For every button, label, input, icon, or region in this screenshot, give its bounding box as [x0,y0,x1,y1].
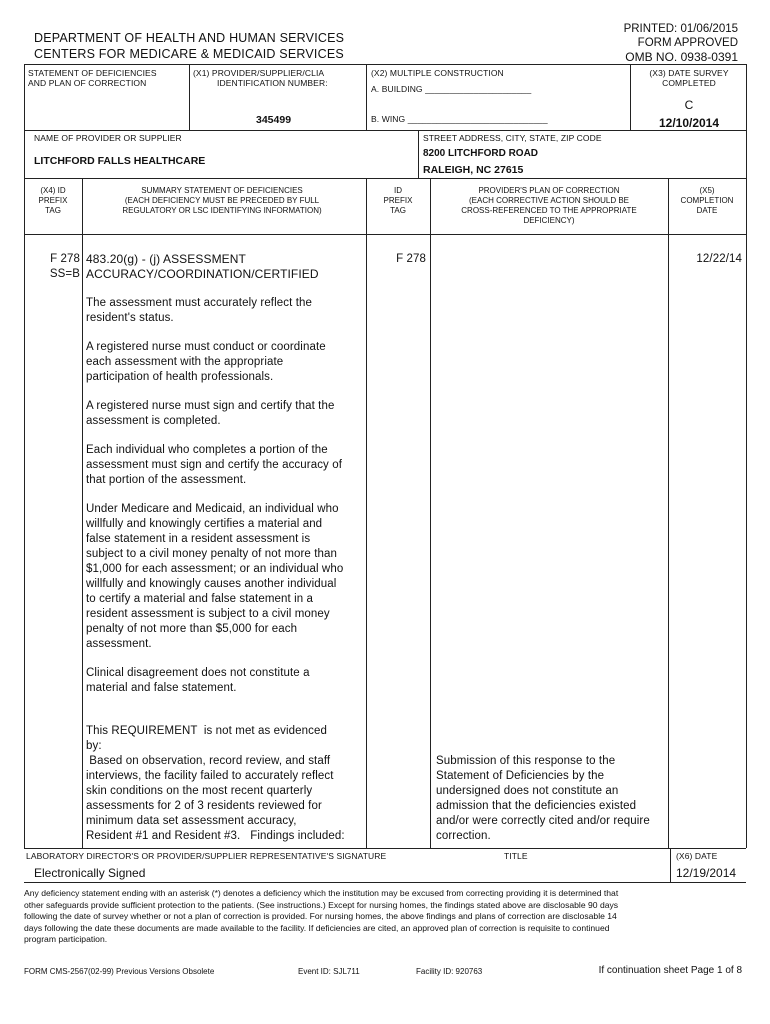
col-line-2 [366,178,367,848]
signature-bottom [24,882,746,883]
deficiency-paragraph: A registered nurse must sign and certify that the assessment is completed. [86,400,335,427]
x5-header: (X5) COMPLETION DATE [680,186,734,215]
survey-code: C [684,98,694,112]
statement-label: STATEMENT OF DEFICIENCIES AND PLAN OF CORRECTION [28,68,157,88]
deficiency-paragraph: A registered nurse must conduct or coordinate each assessment with the appropriate participation of health professionals. [86,341,326,383]
completion-date: 12/22/14 [696,253,742,265]
id-header: ID PREFIX TAG [383,186,413,215]
deficiency-findings: This REQUIREMENT is not met as evidenced by: Based on observation, record review, and staff interviews, the facility failed to accurately reflect skin conditions on the most recent quarterly assessments for 2 of 3 residents reviewed for minimum data set assessment accuracy, Resident #1 and Resident #3. Findings included: [86,725,345,842]
deficiency-tag: F 278 SS=B [49,253,80,280]
form-approved: FORM APPROVED [637,37,738,49]
b-wing: B. WING _____________________________ [371,114,548,124]
plan-of-correction: Submission of this response to the Statement of Deficiencies by the undersigned does not constitute an admission that the deficiencies existed and/or were correctly cited and/or require correction. [436,755,650,842]
divider-address [418,130,419,178]
divider-x2 [366,64,367,130]
deficiency-paragraph: The assessment must accurately reflect the resident's status. [86,297,312,324]
deficiency-paragraph: Each individual who completes a portion of the assessment must sign and certify the accuracy of that portion of the assessment. [86,444,342,486]
signature-label: LABORATORY DIRECTOR'S OR PROVIDER/SUPPLIER REPRESENTATIVE'S SIGNATURE [26,851,387,861]
disclosure-footnote: Any deficiency statement ending with an asterisk (*) denotes a deficiency which the institution may be excused from correcting providing it is determined that other safeguards provide sufficient protection to the patients. (See instructions.) Except for nursing homes, the findings stated above are disclosable 90 days following the date of survey whether or not a plan of correction is provided. For nursing homes, the above findings and plans of correction are disclosable 14 days following the date these documents are made available to the facility. If deficiencies are cited, an approved plan of correction is requisite to continued program participation. [24,888,619,944]
provider-label: NAME OF PROVIDER OR SUPPLIER [34,133,182,143]
x4-header: (X4) ID PREFIX TAG [38,186,68,215]
address-line-1: 8200 LITCHFORD ROAD [423,148,539,159]
col-line-3 [430,178,431,848]
x6-date-label: (X6) DATE [676,851,718,861]
x3-label: (X3) DATE SURVEY COMPLETED [649,68,729,88]
plan-tag: F 278 [396,253,426,265]
facility-id: Facility ID: 920763 [416,967,483,976]
col-line-4 [668,178,669,848]
plan-header: PROVIDER'S PLAN OF CORRECTION (EACH CORRECTIVE ACTION SHOULD BE CROSS-REFERENCED TO THE APPROPRIATE DEFICIENCY) [461,186,637,225]
print-info [624,22,738,64]
deficiency-summary [86,296,364,858]
a-building: A. BUILDING ______________________ [371,84,532,94]
signature-date: 12/19/2014 [676,866,737,880]
form-number: FORM CMS-2567(02-99) Previous Versions Obsolete [24,967,215,976]
agency-header [34,30,344,62]
agency-name: CENTERS FOR MEDICARE & MEDICAID SERVICES [34,47,344,61]
page-indicator: If continuation sheet Page 1 of 8 [598,965,742,976]
col-line-0 [24,178,25,848]
deficiency-title: 483.20(g) - (j) ASSESSMENT ACCURACY/COORDINATION/CERTIFIED [86,252,319,281]
x1-label: (X1) PROVIDER/SUPPLIER/CLIA IDENTIFICATION NUMBER: [193,68,328,88]
provider-id-value: 345499 [256,114,292,126]
address-label: STREET ADDRESS, CITY, STATE, ZIP CODE [423,133,602,143]
signature-divider [24,848,746,849]
divider-x1 [189,64,190,130]
address-line-2: RALEIGH, NC 27615 [423,164,524,176]
omb-number: OMB NO. 0938-0391 [625,50,738,64]
signature-date-divider [670,848,671,882]
summary-header: SUMMARY STATEMENT OF DEFICIENCIES (EACH DEFICIENCY MUST BE PRECEDED BY FULL REGULATORY OR LSC IDENTIFYING INFORMATION) [122,186,322,215]
title-label: TITLE [504,851,528,861]
department-name: DEPARTMENT OF HEALTH AND HUMAN SERVICES [34,31,345,45]
deficiency-paragraph: Clinical disagreement does not constitute a material and false statement. [86,667,310,694]
event-id: Event ID: SJL711 [298,967,360,976]
survey-date: 12/10/2014 [658,116,720,130]
col-line-5 [746,178,747,848]
x2-label: (X2) MULTIPLE CONSTRUCTION [371,68,504,78]
row-divider-3 [24,234,746,235]
row-divider-1 [24,130,746,131]
printed-date: PRINTED: 01/06/2015 [623,23,738,35]
provider-name: LITCHFORD FALLS HEALTHCARE [34,155,206,167]
deficiency-paragraph: Under Medicare and Medicaid, an individual who willfully and knowingly certifies a material and false statement in a resident assessment is subject to a civil money penalty of not more than $1,000 for each assessment; or an individual who willfully and knowingly causes another individual to certify a material and false statement in a resident assessment is subject to a civil money penalty of not more than $5,000 for each assessment. [86,503,344,650]
signature-value: Electronically Signed [34,866,146,880]
form-top-border [24,64,746,65]
divider-x3 [630,64,631,130]
col-line-1 [82,178,83,848]
row-divider-2 [24,178,746,179]
